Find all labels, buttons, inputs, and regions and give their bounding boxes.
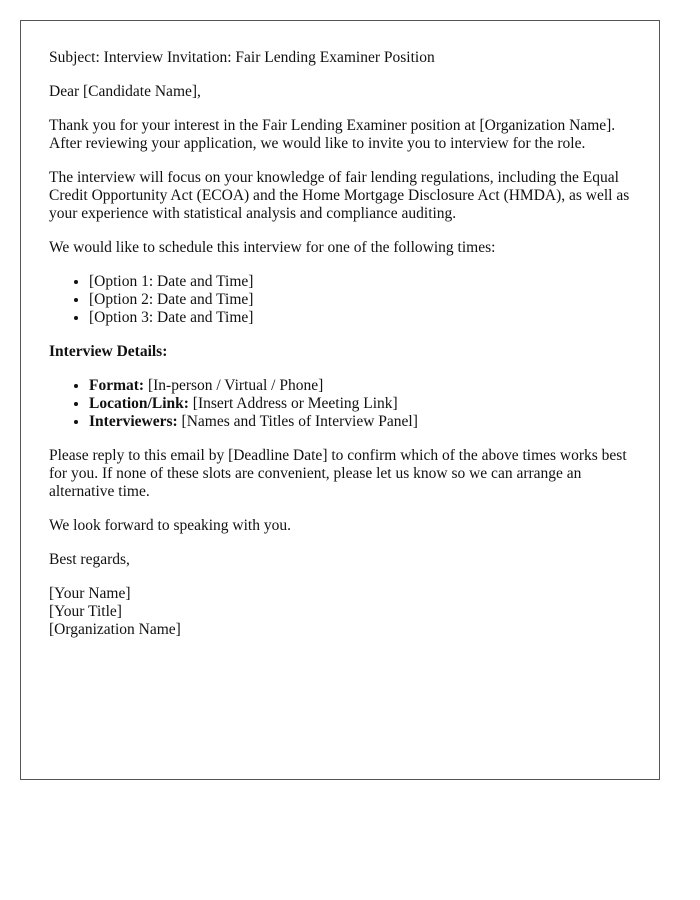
reply-paragraph: Please reply to this email by [Deadline Date] to confirm which of the above times works best for you. If none of these slots are convenient, please let us know so we can arrange an alternative time. — [49, 447, 627, 500]
greeting: Dear [Candidate Name], — [49, 83, 201, 100]
detail-label: Format: — [89, 377, 145, 394]
signature-organization: [Organization Name] — [49, 621, 181, 638]
time-options-list — [49, 273, 631, 327]
subject-line: Subject: Interview Invitation: Fair Lending Examiner Position — [49, 49, 435, 66]
detail-label: Interviewers: — [89, 413, 178, 430]
schedule-intro: We would like to schedule this interview for one of the following times: — [49, 239, 496, 256]
detail-value: [Insert Address or Meeting Link] — [188, 395, 398, 412]
detail-value: [Names and Titles of Interview Panel] — [177, 413, 418, 430]
sign-off: Best regards, — [49, 551, 130, 568]
detail-location — [89, 395, 631, 413]
signature-title: [Your Title] — [49, 603, 122, 620]
letter-container — [20, 20, 660, 780]
intro-paragraph: Thank you for your interest in the Fair Lending Examiner position at [Organization Name]. After reviewing your application, we would like to invite you to interview for the role. — [49, 117, 616, 152]
time-option: • [Option 2: Date and Time] — [89, 291, 631, 309]
details-heading: Interview Details: — [49, 343, 168, 360]
time-option: • [Option 1: Date and Time] — [89, 273, 631, 291]
focus-paragraph: The interview will focus on your knowledge of fair lending regulations, including the Equal Credit Opportunity Act (ECOA) and the Home Mortgage Disclosure Act (HMDA), as well as your experience with statistical analysis and compliance auditing. — [49, 169, 630, 222]
signature-name: [Your Name] — [49, 585, 131, 602]
detail-interviewers — [89, 413, 631, 431]
detail-format — [89, 377, 631, 395]
detail-value: [In-person / Virtual / Phone] — [144, 377, 324, 394]
detail-label: Location/Link: — [89, 395, 189, 412]
time-option: • [Option 3: Date and Time] — [89, 309, 631, 327]
closing-paragraph: We look forward to speaking with you. — [49, 517, 291, 534]
signature-block — [49, 585, 631, 639]
details-list — [49, 377, 631, 431]
